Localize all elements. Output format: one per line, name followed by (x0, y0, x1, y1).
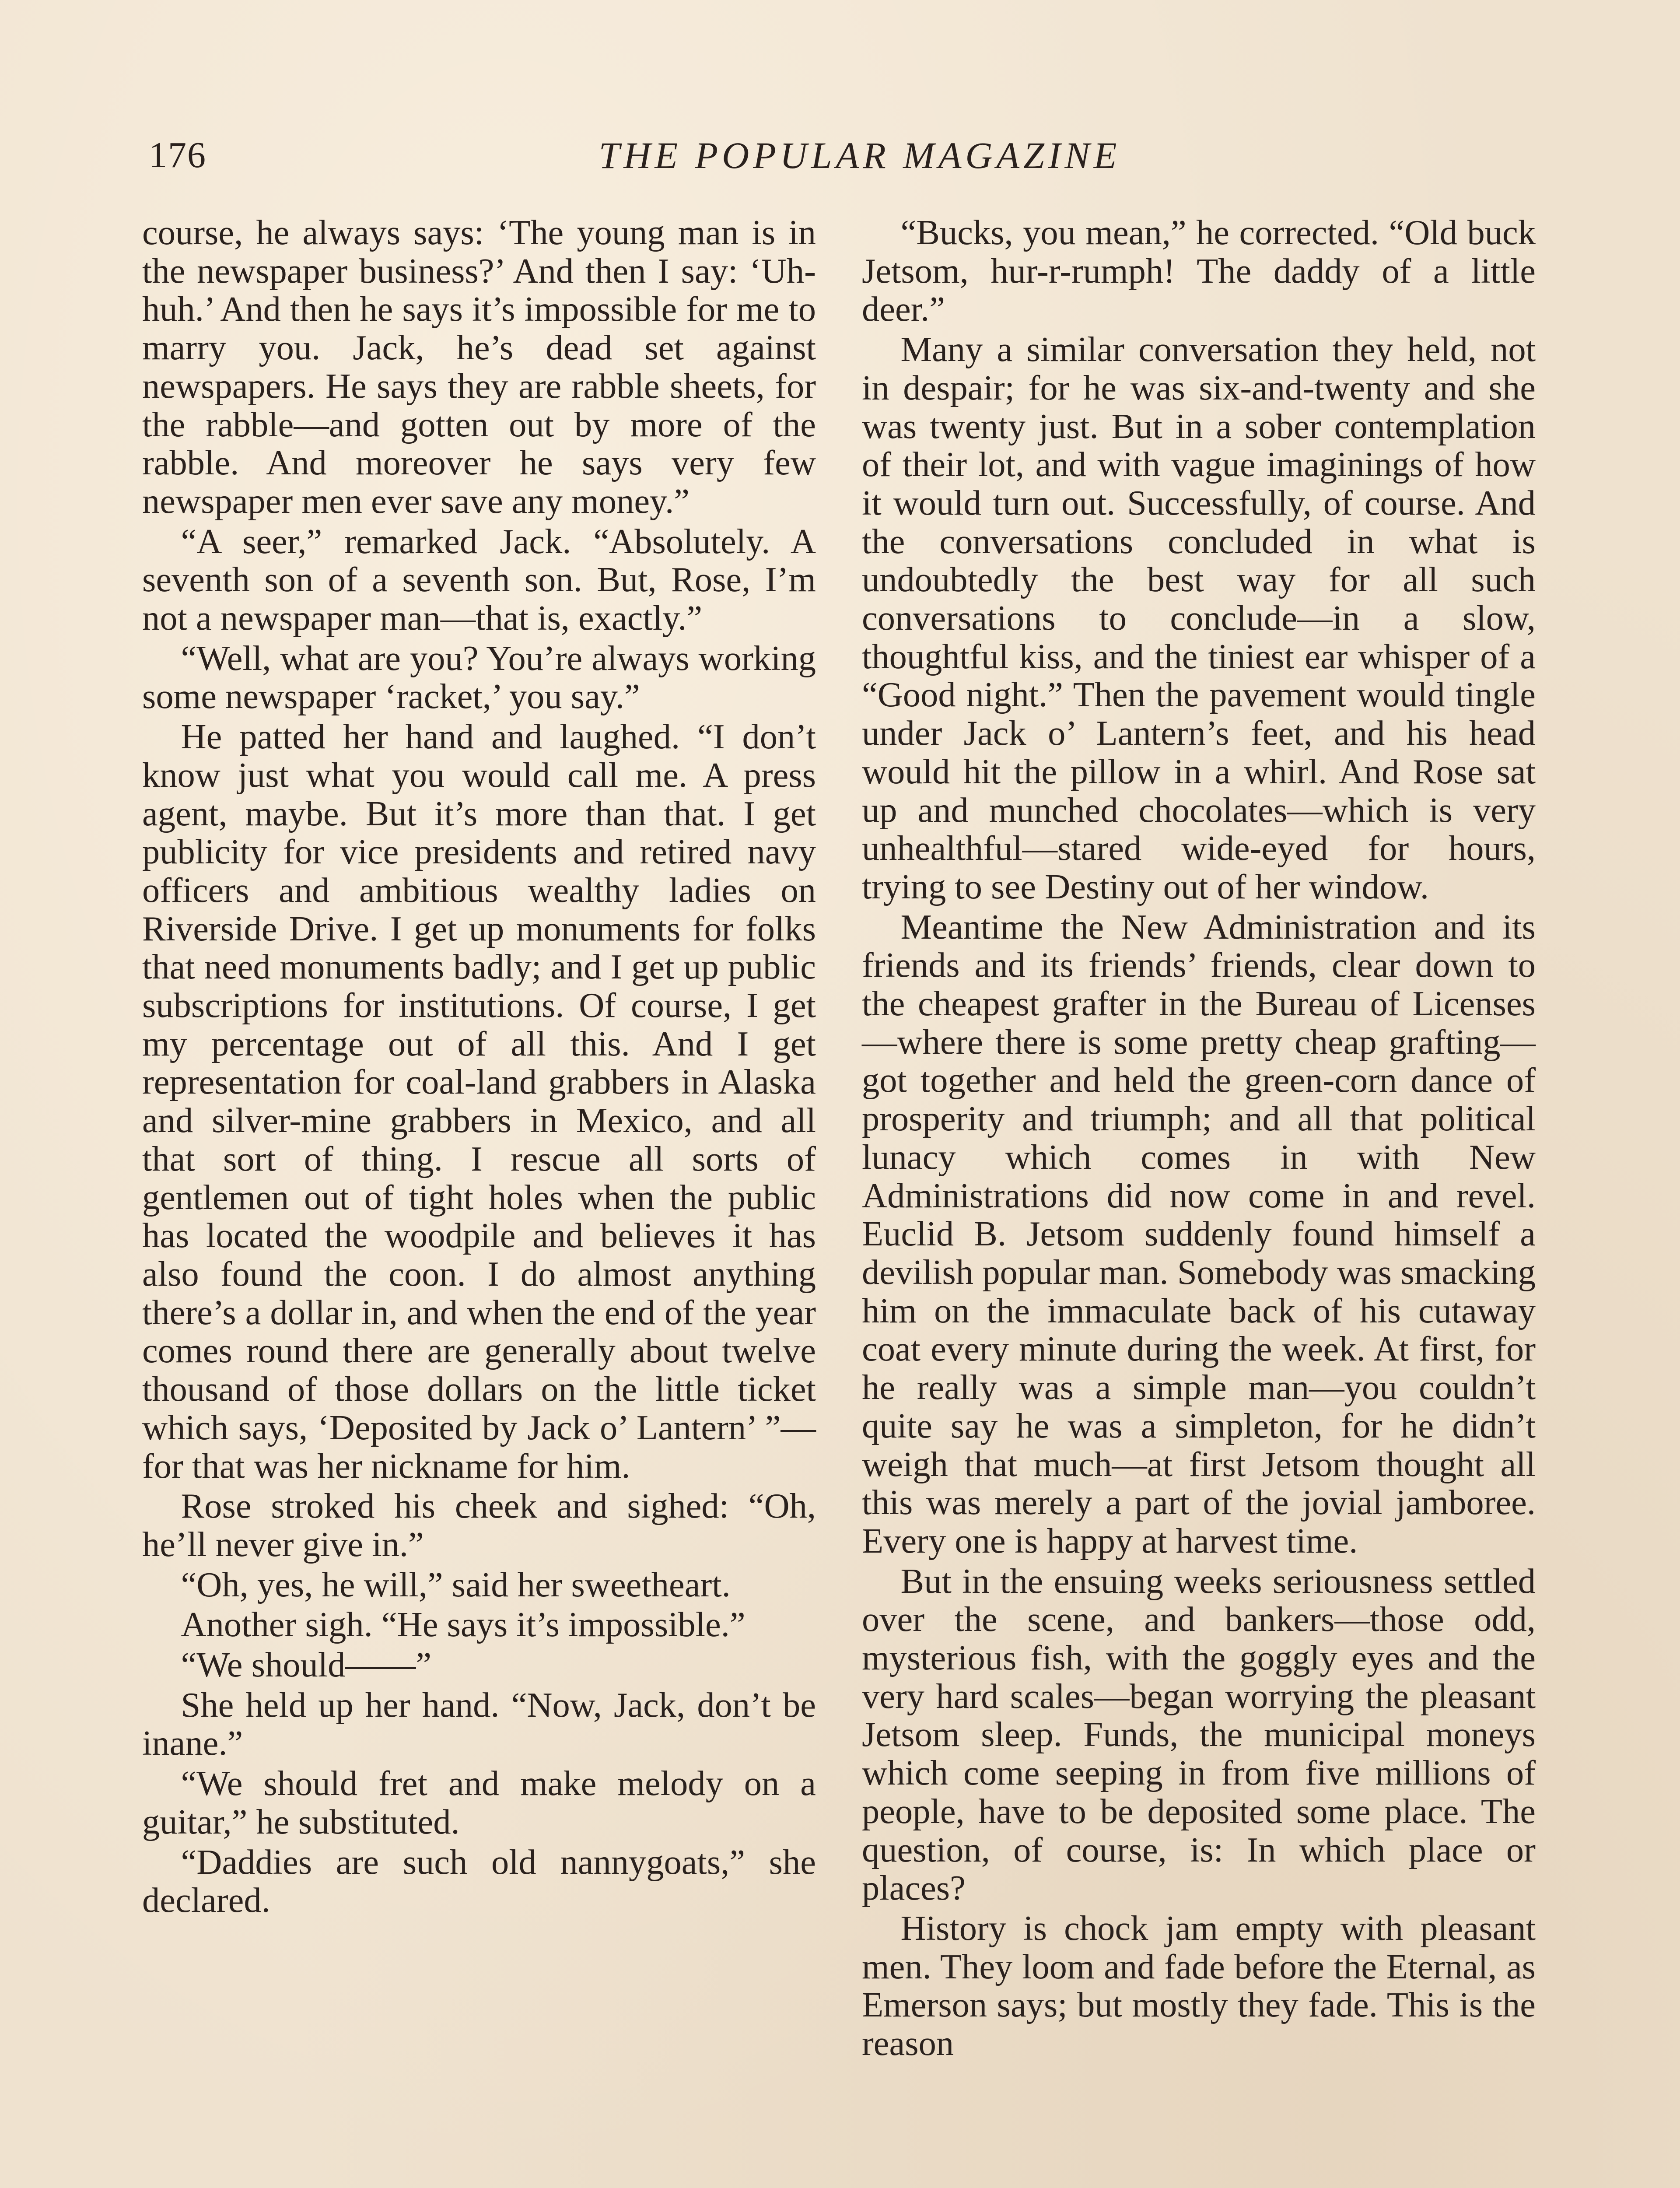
paragraph: “We should fret and make melody on a guitar,” he substituted. (142, 1764, 816, 1841)
paragraph: He patted her hand and laughed. “I don’t know just what you would call me. A press agent, maybe. But it’s more than that. I get publicity for vice presidents and retired navy officers and ambitious wealthy ladies on Riverside Drive. I get up monuments for folks that need monuments badly; and I get up public subscriptions for institutions. Of course, I get my percentage out of all this. And I get representation for coal-land grabbers in Alaska and silver-mine grabbers in Mexico, and all that sort of thing. I rescue all sorts of gentlemen out of tight holes when the public has located the woodpile and believes it has also found the coon. I do almost anything there’s a dollar in, and when the end of the year comes round there are generally about twelve thousand of those dollars on the little ticket which says, ‘Deposited by Jack o’ Lantern’ ”—for that was her nickname for him. (142, 717, 816, 1486)
running-title: THE POPULAR MAGAZINE (598, 134, 1121, 176)
paragraph: “Well, what are you? You’re always working some newspaper ‘racket,’ you say.” (142, 638, 816, 716)
paragraph: Another sigh. “He says it’s impossible.” (181, 1605, 746, 1645)
paragraph: She held up her hand. “Now, Jack, don’t be inane.” (142, 1685, 816, 1763)
paragraph: Meantime the New Administration and its friends and its friends’ friends, clear down to the cheapest grafter in the Bureau of Licenses—where there is some pretty cheap grafting—got together and held the green-corn dance of prosperity and triumph; and all that political lunacy which comes in with New Administrations did now come in and revel. Euclid B. Jetsom suddenly found himself a devilish popular man. Somebody was smacking him on the immaculate back of his cutaway coat every minute during the week. At first, for he really was a simple man—you couldn’t quite say he was a simpleton, for he didn’t weigh that much—at first Jetsom thought all this was merely a part of the jovial jamboree. Every one is happy at harvest time. (862, 907, 1536, 1560)
paragraph: “Oh, yes, he will,” said her sweetheart. (181, 1565, 731, 1604)
page-header (149, 129, 1544, 182)
paragraph: But in the ensuing weeks seriousness settled over the scene, and bankers—those odd, mysterious fish, with the goggly eyes and the very hard scales—began worrying the pleasant Jetsom sleep. Funds, the municipal moneys which come seeping in from five millions of people, have to be deposited some place. The question, of course, is: In which place or places? (862, 1561, 1536, 1908)
paragraph: Rose stroked his cheek and sighed: “Oh, he’ll never give in.” (142, 1487, 816, 1564)
paragraph: History is chock jam empty with pleasant men. They loom and fade before the Eternal, as Emerson says; but mostly they fade. This is the reason (862, 1908, 1536, 2063)
left-column (142, 214, 816, 1920)
paragraph: “A seer,” remarked Jack. “Absolutely. A seventh son of a seventh son. But, Rose, I’m not a newspaper man—that is, exactly.” (142, 522, 816, 638)
paragraph: “Daddies are such old nannygoats,” she declared. (142, 1842, 816, 1920)
right-column (862, 214, 1536, 2063)
paragraph: course, he always says: ‘The young man is in the newspaper business?’ And then I say: ‘Uh-huh.’ And then he says it’s impossible for me to marry you. Jack, he’s dead set against newspapers. He says they are rabble sheets, for the rabble—and gotten out by more of the rabble. And moreover he says very few newspaper men ever save any money.” (142, 213, 816, 521)
paragraph: “We should——” (181, 1645, 432, 1685)
paragraph: Many a similar conversation they held, not in despair; for he was six-and-twenty and she was twenty just. But in a sober contemplation of their lot, and with vague imaginings of how it would turn out. Successfully, of course. And the conversations concluded in what is undoubtedly the best way for all such conversations to conclude—in a slow, thoughtful kiss, and the tiniest ear whisper of a “Good night.” Then the pavement would tingle under Jack o’ Lantern’s feet, and his head would hit the pillow in a whirl. And Rose sat up and munched chocolates—which is very unhealthful—stared wide-eyed for hours, trying to see Destiny out of her window. (862, 330, 1536, 906)
paragraph: “Bucks, you mean,” he corrected. “Old buck Jetsom, hur-r-rumph! The daddy of a little deer.” (862, 213, 1536, 329)
page-number: 176 (149, 135, 206, 175)
